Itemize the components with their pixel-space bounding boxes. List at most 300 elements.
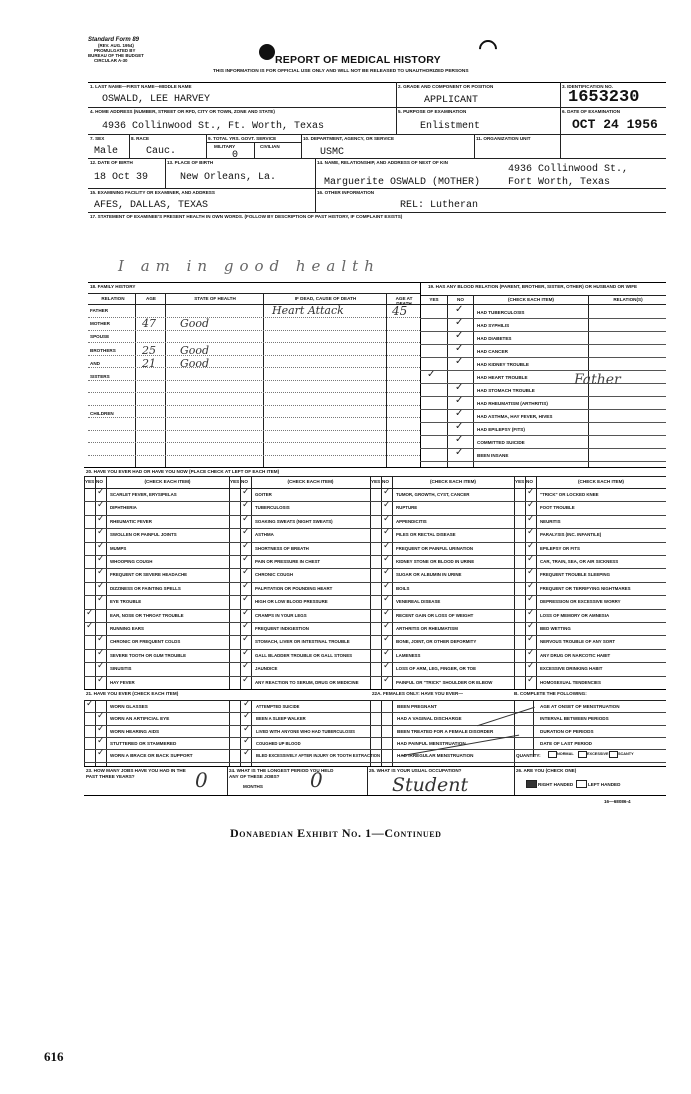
check-mark-icon: ✓ <box>242 500 250 511</box>
family-col-header: IF DEAD, CAUSE OF DEATH <box>294 296 357 301</box>
row-line <box>229 501 370 502</box>
row-line <box>514 649 666 650</box>
left-handed-checkbox[interactable] <box>576 780 587 788</box>
home-address-value: 4936 Collinwood St., Ft. Worth, Texas <box>102 121 325 132</box>
purpose-value: Enlistment <box>420 121 481 132</box>
condition-label: FREQUENT OR TERRIFYING NIGHTMARES <box>540 585 631 591</box>
field-label: 5. PURPOSE OF EXAMINATION <box>398 109 467 114</box>
column-divider <box>84 700 85 766</box>
field-label: B. COMPLETE THE FOLLOWING: <box>514 691 587 696</box>
condition-label: LAMENESS <box>396 652 421 658</box>
row-line <box>84 622 229 623</box>
condition-label: PILES OR RECTAL DISEASE <box>396 532 456 538</box>
have-you-ever-label: WORN AN ARTIFICIAL EYE <box>110 716 170 722</box>
check-mark-icon: ✓ <box>527 500 535 511</box>
form-subtitle: THIS INFORMATION IS FOR OFFICIAL USE ONLY AND WILL NOT BE RELEASED TO UNAUTHORIZED PERSONS <box>213 69 469 74</box>
check-mark-icon: ✓ <box>527 607 535 618</box>
relation-row-line <box>420 461 666 462</box>
condition-label: DEPRESSION OR EXCESSIVE WORRY <box>540 599 621 605</box>
check-mark-icon: ✓ <box>242 607 250 618</box>
right-handed-checkbox[interactable] <box>526 780 537 788</box>
sex-value: Male <box>94 146 119 157</box>
row-line <box>514 555 666 556</box>
check-mark-icon: ✓ <box>97 647 105 658</box>
family-row-line <box>88 405 420 406</box>
strike-line <box>477 707 534 726</box>
field-label: 8. RACE <box>131 136 150 141</box>
check-mark-icon: ✓ <box>383 674 391 685</box>
condition-label: HAY FEVER <box>110 679 135 685</box>
condition-label: BONE, JOINT, OR OTHER DEFORMITY <box>396 639 477 645</box>
row-line <box>370 609 514 610</box>
condition-label: MUMPS <box>110 545 127 551</box>
no-header: NO <box>96 479 103 484</box>
field-label: 14. NAME, RELATIONSHIP, AND ADDRESS OF NEXT OF KIN <box>317 160 448 165</box>
quantity-checkbox[interactable] <box>609 751 618 758</box>
row-line <box>229 676 370 677</box>
condition-label: PAIN OR PRESSURE IN CHEST <box>255 559 321 564</box>
row-line <box>370 676 514 677</box>
check-mark-icon: ✓ <box>97 580 105 591</box>
jobs-count-handwriting: 0 <box>195 768 208 792</box>
next-of-kin-address2: Fort Worth, Texas <box>508 177 611 188</box>
family-relation: BROTHERS <box>90 348 116 353</box>
condition-label: CHRONIC OR FREQUENT COLDS <box>110 639 181 645</box>
yes-no-divider <box>106 700 107 766</box>
check-mark-icon: ✓ <box>455 408 464 419</box>
have-you-ever-label: BEEN A SLEEP WALKER <box>256 716 306 722</box>
family-health: Good <box>180 357 210 370</box>
row-line <box>84 737 666 738</box>
check-mark-icon: ✓ <box>527 594 535 605</box>
field-label: 7. SEX <box>90 136 105 141</box>
column-divider <box>514 700 515 766</box>
row-line <box>229 542 370 543</box>
department-value: USMC <box>320 147 345 158</box>
check-item-header: (CHECK EACH ITEM) <box>430 479 476 484</box>
family-age: 47 <box>142 317 156 330</box>
row-line <box>370 568 514 569</box>
check-mark-icon: ✓ <box>527 527 535 538</box>
relation-col-header: NO <box>457 297 464 302</box>
row-line <box>370 515 514 516</box>
check-mark-icon: ✓ <box>242 621 250 631</box>
check-mark-icon: ✓ <box>527 647 535 658</box>
field-label: 17. STATEMENT OF EXAMINEE'S PRESENT HEALTH IN OWN WORDS. (FOLLOW BY DESCRIPTION OF PAST HISTORY, IF COMPLAINT EXISTS) <box>90 214 403 219</box>
id-number-value: 1653230 <box>568 88 640 107</box>
check-mark-icon: ✓ <box>97 634 105 645</box>
check-mark-icon: ✓ <box>383 634 391 645</box>
row-line <box>514 595 666 596</box>
check-mark-icon: ✓ <box>383 513 391 524</box>
row-line <box>229 635 370 636</box>
row-line <box>370 649 514 650</box>
check-mark-icon: ✓ <box>383 567 391 578</box>
form-number-block <box>88 38 144 63</box>
quantity-checkbox[interactable] <box>548 751 557 758</box>
check-mark-icon: ✓ <box>383 540 391 551</box>
condition-label: PALPITATION OR POUNDING HEART <box>255 585 333 591</box>
occupation-handwriting: Student <box>392 774 469 796</box>
check-mark-icon: ✓ <box>97 567 105 578</box>
condition-label: HOMOSEXUAL TENDENCIES <box>540 679 601 685</box>
check-mark-icon: ✓ <box>455 434 464 445</box>
row-line <box>229 649 370 650</box>
row-line <box>514 542 666 543</box>
row-line <box>229 555 370 556</box>
condition-label: GOITER <box>255 492 272 497</box>
row-line <box>84 609 229 610</box>
row-line <box>514 662 666 663</box>
family-relation: FATHER <box>90 308 109 313</box>
check-mark-icon: ✓ <box>97 527 105 538</box>
condition-label: PARALYSIS (INC. INFANTILE) <box>540 532 602 538</box>
row-line <box>370 555 514 556</box>
condition-label: EYE TROUBLE <box>110 599 142 605</box>
check-mark-icon: ✓ <box>97 500 105 511</box>
check-mark-icon: ✓ <box>383 607 391 618</box>
condition-label: TUBERCULOSIS <box>255 505 290 511</box>
yes-no-divider <box>392 700 393 766</box>
check-mark-icon: ✓ <box>243 748 251 759</box>
family-col-header: AGE <box>146 296 156 301</box>
check-mark-icon: ✓ <box>383 594 391 605</box>
check-mark-icon: ✓ <box>86 699 94 709</box>
family-row-line <box>88 380 420 381</box>
form-code: 16—68086-4 <box>604 799 631 804</box>
field-label: 24. WHAT IS THE LONGEST PERIOD YOU HELD ANY OF THESE JOBS? <box>229 768 334 779</box>
check-mark-icon: ✓ <box>527 580 535 591</box>
condition-label: BED WETTING <box>540 626 571 631</box>
family-age-at-death: 45 <box>392 304 408 318</box>
condition-label: HIGH OR LOW BLOOD PRESSURE <box>255 599 328 605</box>
yes-no-divider <box>251 700 252 766</box>
family-relation: SPOUSE <box>90 334 110 339</box>
condition-label: FOOT TROUBLE <box>540 505 575 511</box>
field-label: 4. HOME ADDRESS (NUMBER, STREET OR RFD, CITY OR TOWN, ZONE AND STATE) <box>90 109 275 114</box>
row-line <box>514 622 666 623</box>
field-label: 20. HAVE YOU EVER HAD OR HAVE YOU NOW (PLACE CHECK AT LEFT OF EACH ITEM) <box>86 469 280 474</box>
condition-label: LOSS OF ARM, LEG, FINGER, OR TOE <box>396 666 477 672</box>
check-mark-icon: ✓ <box>383 661 391 672</box>
condition-label: VENEREAL DISEASE <box>396 599 441 605</box>
field-label: 21. HAVE YOU EVER (CHECK EACH ITEM) <box>86 691 179 696</box>
menstruation-label: AGE AT ONSET OF MENSTRUATION <box>540 704 620 709</box>
have-you-ever-label: WORN A BRACE OR BACK SUPPORT <box>110 753 193 759</box>
relation-col-header: RELATION(S) <box>613 297 643 302</box>
hole-punch-mark <box>259 44 275 60</box>
family-row-line <box>88 417 420 418</box>
field-label: 6. DATE OF EXAMINATION <box>562 109 621 114</box>
row-line <box>514 568 666 569</box>
row-line <box>370 501 514 502</box>
condition-label: DIPHTHERIA <box>110 505 137 511</box>
family-row-line <box>88 455 420 456</box>
condition-label: TUMOR, GROWTH, CYST, CANCER <box>396 492 470 497</box>
check-mark-icon: ✓ <box>242 634 250 645</box>
facility-value: AFES, DALLAS, TEXAS <box>94 200 209 211</box>
family-row-line <box>88 355 420 356</box>
form-title: REPORT OF MEDICAL HISTORY <box>275 54 441 66</box>
check-mark-icon: ✓ <box>242 594 250 605</box>
row-line <box>229 515 370 516</box>
birth-place-value: New Orleans, La. <box>180 172 277 183</box>
no-header: NO <box>526 479 533 484</box>
field-label: 12. DATE OF BIRTH <box>90 160 133 165</box>
relation-item-label: HAD CANCER <box>477 349 508 354</box>
relation-item-label: HAD HEART TROUBLE <box>477 375 528 380</box>
row-line <box>370 528 514 529</box>
quantity-checkbox[interactable] <box>578 751 587 758</box>
field-label: 3. IDENTIFICATION NO. <box>562 84 613 89</box>
condition-label: RHEUMATIC FEVER <box>110 518 152 524</box>
check-mark-icon: ✓ <box>242 487 250 497</box>
row-line <box>370 622 514 623</box>
condition-label: CHRONIC COUGH <box>255 572 294 578</box>
quantity-option: EXCESSIVE <box>587 752 609 756</box>
condition-label: FREQUENT TROUBLE SLEEPING <box>540 572 611 578</box>
row-line <box>84 542 229 543</box>
check-mark-icon: ✓ <box>427 369 436 380</box>
family-row-line <box>88 342 420 343</box>
check-mark-icon: ✓ <box>97 711 105 722</box>
left-handed-label: LEFT HANDED <box>588 782 621 787</box>
have-you-ever-label: STUTTERED OR STAMMERED <box>110 740 177 746</box>
field-label: 25. WHAT IS YOUR USUAL OCCUPATION? <box>369 768 462 773</box>
condition-label: JAUNDICE <box>255 666 278 672</box>
field-label: 10. DEPARTMENT, AGENCY, OR SERVICE <box>303 136 395 141</box>
family-health: Good <box>180 317 210 330</box>
check-mark-icon: ✓ <box>383 527 391 538</box>
check-mark-icon: ✓ <box>242 540 250 551</box>
check-mark-icon: ✓ <box>97 674 105 685</box>
condition-label: RUPTURE <box>396 505 418 511</box>
family-row-line <box>88 392 420 393</box>
row-line <box>84 649 229 650</box>
row-line <box>229 662 370 663</box>
relation-item-label: HAD STOMACH TROUBLE <box>477 388 535 393</box>
check-mark-icon: ✓ <box>97 487 105 497</box>
relation-col-header: YES <box>429 297 439 302</box>
check-mark-icon: ✓ <box>455 421 464 432</box>
females-only-label: BEEN PREGNANT <box>397 704 437 709</box>
condition-label: NERVOUS TROUBLE OF ANY SORT <box>540 639 616 645</box>
field-label: 18. FAMILY HISTORY <box>90 284 136 289</box>
yes-header: YES <box>230 479 240 484</box>
field-label: 23. HOW MANY JOBS HAVE YOU HAD IN THE PAST THREE YEARS? <box>86 768 186 779</box>
have-you-ever-label: ATTEMPTED SUICIDE <box>256 704 300 709</box>
family-relation: AND <box>90 361 100 366</box>
row-line <box>84 676 229 677</box>
check-mark-icon: ✓ <box>455 356 464 367</box>
check-mark-icon: ✓ <box>527 621 535 631</box>
condition-label: NEURITIS <box>540 518 561 524</box>
check-item-header: (CHECK EACH ITEM) <box>144 479 191 484</box>
row-line <box>514 501 666 502</box>
row-line <box>370 635 514 636</box>
row-line <box>514 515 666 516</box>
condition-label: ARTHRITIS OR RHEUMATISM <box>396 626 458 631</box>
menstruation-label: DURATION OF PERIODS <box>540 728 594 734</box>
check-mark-icon: ✓ <box>455 317 464 328</box>
race-value: Cauc. <box>146 146 177 157</box>
page-number: 616 <box>44 1049 64 1064</box>
exam-date-value: OCT 24 1956 <box>572 117 658 132</box>
condition-label: FREQUENT OR SEVERE HEADACHE <box>110 572 188 578</box>
relation-father-handwriting: Father <box>574 372 621 388</box>
condition-label: KIDNEY STONE OR BLOOD IN URINE <box>396 559 475 564</box>
condition-label: SCARLET FEVER, ERYSIPELAS <box>110 492 177 497</box>
relation-item-label: HAD SYPHILIS <box>477 323 510 328</box>
grade-value: APPLICANT <box>424 95 479 106</box>
check-mark-icon: ✓ <box>243 735 251 746</box>
check-mark-icon: ✓ <box>242 567 250 578</box>
condition-label: ANY REACTION TO SERUM, DRUG OR MEDICINE <box>255 679 359 685</box>
family-relation: SISTERS <box>90 374 110 379</box>
row-line <box>229 582 370 583</box>
other-info-value: REL: Lutheran <box>400 200 479 211</box>
condition-label: CRAMPS IN YOUR LEGS <box>255 612 307 618</box>
row-line <box>229 609 370 610</box>
condition-label: PAINFUL OR "TRICK" SHOULDER OR ELBOW <box>396 679 493 685</box>
check-mark-icon: ✓ <box>97 661 105 672</box>
check-mark-icon: ✓ <box>527 487 535 497</box>
field-label: 9. TOTAL YRS. GOVT. SERVICE <box>208 136 277 141</box>
menstruation-label: QUANTITY: <box>516 753 541 759</box>
family-row-line <box>88 330 420 331</box>
corner-line: CIRCULAR A-30 <box>94 58 128 63</box>
condition-label: SINUSITIS <box>110 666 132 672</box>
quantity-option: NORMAL <box>557 752 574 756</box>
check-mark-icon: ✓ <box>527 554 535 564</box>
family-health: Good <box>180 344 210 357</box>
check-mark-icon: ✓ <box>97 723 105 734</box>
row-line <box>514 676 666 677</box>
row-line <box>84 712 666 713</box>
check-mark-icon: ✓ <box>455 447 464 458</box>
check-mark-icon: ✓ <box>455 382 464 393</box>
yes-no-divider <box>95 700 96 766</box>
relation-row-line <box>420 370 666 371</box>
check-mark-icon: ✓ <box>242 554 250 564</box>
check-mark-icon: ✓ <box>527 567 535 578</box>
quantity-option: SCANTY <box>618 752 634 756</box>
condition-label: RECENT GAIN OR LOSS OF WEIGHT <box>396 612 474 618</box>
row-line <box>84 725 666 726</box>
yes-header: YES <box>371 479 381 484</box>
family-col-header: RELATION <box>101 296 125 301</box>
field-label: 11. ORGANIZATION UNIT <box>476 136 531 141</box>
right-handed-label: RIGHT HANDED <box>538 782 574 787</box>
condition-label: SOAKING SWEATS (NIGHT SWEATS) <box>255 518 333 524</box>
corner-line: (REV. AUG. 1954) <box>98 43 134 48</box>
row-line <box>514 635 666 636</box>
females-only-label: HAD PAINFUL MENSTRUATION <box>397 740 466 746</box>
next-of-kin-name: Marguerite OSWALD (MOTHER) <box>324 177 481 188</box>
family-row-line <box>88 430 420 431</box>
check-mark-icon: ✓ <box>383 554 391 564</box>
family-row-line <box>88 367 420 368</box>
check-mark-icon: ✓ <box>242 580 250 591</box>
longest-period-handwriting: 0 <box>310 768 323 792</box>
check-mark-icon: ✓ <box>242 513 250 524</box>
row-line <box>514 609 666 610</box>
row-line <box>370 542 514 543</box>
check-mark-icon: ✓ <box>242 527 250 538</box>
years-service-value: 0 <box>232 150 239 161</box>
check-mark-icon: ✓ <box>97 540 105 551</box>
check-mark-icon: ✓ <box>97 748 105 759</box>
family-age: 21 <box>142 357 156 370</box>
column-divider <box>229 700 230 766</box>
check-mark-icon: ✓ <box>383 621 391 631</box>
corner-line: BUREAU OF THE BUDGET <box>88 53 144 58</box>
civilian-label: CIVILIAN <box>260 144 280 149</box>
condition-label: DIZZINESS OR FAINTING SPELLS <box>110 585 181 591</box>
row-line <box>84 555 229 556</box>
row-line <box>84 662 229 663</box>
check-mark-icon: ✓ <box>383 487 391 497</box>
relation-item-label: HAD RHEUMATISM (ARTHRITIS) <box>477 401 548 406</box>
condition-label: SWOLLEN OR PAINFUL JOINTS <box>110 532 177 538</box>
check-mark-icon: ✓ <box>242 661 250 672</box>
row-line <box>229 595 370 596</box>
check-mark-icon: ✓ <box>455 330 464 341</box>
condition-label: LOSS OF MEMORY OR AMNESIA <box>540 612 610 618</box>
check-mark-icon: ✓ <box>97 735 105 746</box>
relation-col-header: (CHECK EACH ITEM) <box>508 297 554 302</box>
condition-label: EAR, NOSE OR THROAT TROUBLE <box>110 612 184 618</box>
months-label: MONTHS <box>243 784 263 789</box>
condition-label: ASTHMA <box>255 532 274 538</box>
family-relation: MOTHER <box>90 321 110 326</box>
field-label: 26. ARE YOU (CHECK ONE) <box>516 768 577 773</box>
check-mark-icon: ✓ <box>527 513 535 524</box>
birth-date-value: 18 Oct 39 <box>94 172 149 183</box>
menstruation-label: INTERVAL BETWEEN PERIODS <box>540 716 609 722</box>
family-row-line <box>88 442 420 443</box>
row-line <box>229 528 370 529</box>
condition-label: CAR, TRAIN, SEA, OR AIR SICKNESS <box>540 559 619 564</box>
condition-label: FREQUENT INDIGESTION <box>255 626 309 631</box>
check-item-header: (CHECK EACH ITEM) <box>287 479 334 484</box>
relation-item-label: HAD ASTHMA, HAY FEVER, HIVES <box>477 414 553 419</box>
condition-label: GALL BLADDER TROUBLE OR GALL STONES <box>255 652 353 658</box>
have-you-ever-label: BLED EXCESSIVELY AFTER INJURY OR TOOTH EXTRACTION <box>256 753 381 759</box>
field-label: 19. HAS ANY BLOOD RELATION (PARENT, BROTHER, SISTER, OTHER) OR HUSBAND OR WIFE <box>428 284 638 289</box>
condition-label: SUGAR OR ALBUMIN IN URINE <box>396 572 462 578</box>
condition-label: BOILS <box>396 585 410 591</box>
condition-label: APPENDICITIS <box>396 518 427 524</box>
check-mark-icon: ✓ <box>86 607 94 618</box>
check-item-header: (CHECK EACH ITEM) <box>578 479 624 484</box>
have-you-ever-label: WORN HEARING AIDS <box>110 728 160 734</box>
condition-label: ANY DRUG OR NARCOTIC HABIT <box>540 652 611 658</box>
military-label: MILITARY <box>214 144 236 149</box>
yes-no-divider <box>381 700 382 766</box>
yes-header: YES <box>515 479 525 484</box>
have-you-ever-label: LIVED WITH ANYONE WHO HAD TUBERCULOSIS <box>256 728 355 734</box>
field-label: 13. PLACE OF BIRTH <box>167 160 214 165</box>
row-line <box>370 582 514 583</box>
check-mark-icon: ✓ <box>455 395 464 406</box>
relation-item-label: HAD DIABETES <box>477 336 512 341</box>
row-line <box>84 528 229 529</box>
exhibit-caption: Donabedian Exhibit No. 1—Continued <box>230 826 442 840</box>
field-label: 16. OTHER INFORMATION <box>317 190 375 195</box>
condition-label: RUNNING EARS <box>110 626 144 631</box>
row-line <box>514 528 666 529</box>
